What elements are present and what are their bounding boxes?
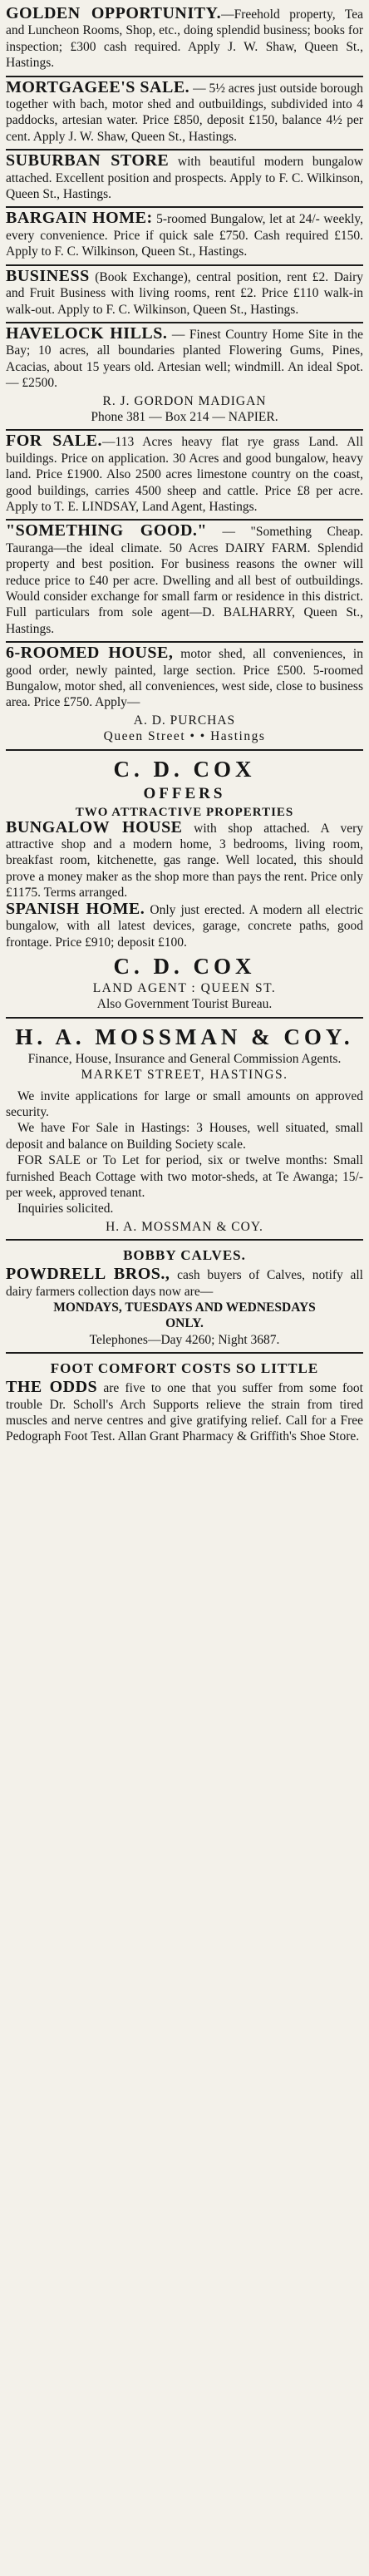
- ad-signature: H. A. MOSSMAN & COY.: [106, 1219, 263, 1234]
- ad-bureau-line: Also Government Tourist Bureau.: [96, 997, 273, 1012]
- ad-lead: THE ODDS: [6, 1378, 98, 1397]
- ad-lead: "SOMETHING GOOD.": [6, 521, 208, 540]
- ad-text: (Book Exchange), central position, rent £2. Dairy and Fruit Business with living rooms, rent £2. Price £110 walk-in walk-out. Apply to F. C. Wilkinson, Queen St., Hastings.: [6, 269, 363, 317]
- ad-lead: BUSINESS: [6, 266, 90, 285]
- ad-title: BOBBY CALVES.: [123, 1247, 246, 1264]
- ad-lead: HAVELOCK HILLS.: [6, 323, 168, 343]
- ad-bobby-calves: [6, 1241, 363, 1352]
- ad-title: FOOT COMFORT COSTS SO LITTLE: [50, 1360, 319, 1377]
- ad-subheading: TWO ATTRACTIVE PROPERTIES: [75, 805, 294, 819]
- ad-lead: FOR SALE.: [6, 432, 103, 451]
- ad-text: with beautiful modern bungalow attached. Excellent position and prospects. Apply to F. C. Wilkinson, Queen St., Hastings.: [6, 155, 363, 202]
- ad-body: [6, 433, 363, 515]
- ad-signature: A. D. PURCHAS: [133, 713, 236, 728]
- ad-body: [6, 153, 363, 202]
- ad-something-good: [6, 521, 363, 641]
- ad-lead: MORTGAGEE'S SALE.: [6, 77, 190, 96]
- ad-body-2: [6, 901, 363, 950]
- ad-suburban-store: [6, 151, 363, 206]
- advertiser-name-footer: C. D. COX: [113, 953, 256, 979]
- ad-paragraph: We have For Sale in Hastings: 3 Houses, well situated, small deposit and balance on Building Society scale.: [6, 1121, 363, 1152]
- ad-days: MONDAYS, TUESDAYS AND WEDNESDAYS ONLY.: [53, 1300, 316, 1331]
- ad-text: —Freehold property, Tea and Luncheon Rooms, Shop, etc., doing splendid business; books for inspection; £300 cash required. Apply J. W. Shaw, Queen St., Hastings.: [6, 7, 363, 71]
- ad-foot-comfort: [6, 1354, 363, 1449]
- ad-lead: POWDRELL BROS.,: [6, 1265, 170, 1284]
- ad-body: [6, 77, 363, 146]
- ad-body: [6, 323, 364, 392]
- ad-bargain-home: [6, 208, 363, 264]
- ad-lead: GOLDEN OPPORTUNITY.: [6, 4, 222, 22]
- ad-text: 5-roomed Bungalow, let at 24/- weekly, every convenience. Price if quick sale £750. Cash required £150. Apply to F. C. Wilkinson, Queen St., Hastings.: [6, 212, 363, 259]
- ad-text: with shop attached. A very attractive shop and a modern home, 3 bedrooms, living room, breakfast room, kitchenette, gas range. Well located, this should prove a money maker as the shop more than pays the rent. Price only £1175. Terms arranged.: [6, 821, 363, 901]
- ad-text: — Finest Country Home Site in the Bay; 10 acres, all boundaries planted Flowering Gums, Pines, Acacias, about 15 years old. Artesian well; windmill. An ideal Spot. — £2500.: [6, 327, 364, 391]
- ad-six-roomed-house: [6, 643, 363, 748]
- ad-lead: SUBURBAN STORE: [6, 151, 170, 170]
- ad-body: [6, 210, 363, 259]
- ad-havelock-hills: [6, 323, 363, 429]
- ad-for-sale: [6, 431, 363, 519]
- ad-text: — 5½ acres just outside borough together with bach, motor shed and outbuildings, subdivided into 4 paddocks, artesian water. Price £850, deposit £150, balance 4½ per cent. Apply J. W. Shaw, Queen St., Hastings.: [6, 81, 363, 144]
- ad-body: [6, 817, 363, 901]
- ad-lead: BUNGALOW HOUSE: [6, 817, 183, 836]
- ad-mossman: [6, 1019, 363, 1239]
- ad-body: [6, 523, 363, 637]
- ad-text-2: Only just erected. A modern all electric bungalow, with all latest devices, garage, concrete paths, good frontage. Price £910; deposit £100.: [6, 902, 363, 950]
- ad-business: [6, 266, 363, 322]
- advertiser-name: H. A. MOSSMAN & COY.: [15, 1024, 354, 1049]
- ad-description: Finance, House, Insurance and General Commission Agents.: [27, 1051, 342, 1066]
- ad-lead: BARGAIN HOME:: [6, 209, 153, 228]
- ad-text: — "Something Cheap. Tauranga—the ideal climate. 50 Acres DAIRY FARM. Splendid property and best position. For business reasons the owner will reduce price to £40 per acre. Dwelling and all best of outbuildings. Would consider exchange for small farm or residence in this district. Full particulars from sole agent—D. BALHARRY, Queen St., Hastings.: [6, 525, 363, 636]
- ad-signature: R. J. GORDON MADIGAN: [102, 393, 267, 408]
- ad-paragraph: FOR SALE or To Let for period, six or twelve months: Small furnished Beach Cottage with two motor-sheds, at Te Awanga; 15/- per week, approved tenant.: [6, 1153, 363, 1200]
- ad-body: [6, 6, 363, 72]
- ad-street: MARKET STREET, HASTINGS.: [81, 1068, 288, 1083]
- ad-body: [6, 266, 363, 318]
- ad-body: [6, 645, 363, 711]
- ad-offers-heading: OFFERS: [143, 784, 226, 802]
- ad-contact: Queen Street • • Hastings: [103, 729, 266, 744]
- ad-paragraph: We invite applications for large or small amounts on approved security.: [6, 1088, 363, 1119]
- ad-text: cash buyers of Calves, notify all dairy farmers collection days now are—: [6, 1268, 363, 1299]
- ad-paragraph: Inquiries solicited.: [17, 1202, 114, 1216]
- ad-phones: Telephones—Day 4260; Night 3687.: [89, 1332, 280, 1347]
- ad-body: [6, 1266, 363, 1300]
- ad-body: [6, 1379, 363, 1445]
- ad-cd-cox: [6, 751, 363, 1017]
- ad-text: are five to one that you suffer from some foot trouble Dr. Scholl's Arch Supports relieve the strain from tired muscles and nerve centres and give gratifying relief. Call for a Free Pedograph Foot Test. Allan Grant Pharmacy & Griffith's Shoe Store.: [6, 1381, 363, 1444]
- ad-contact: Phone 381 — Box 214 — NAPIER.: [91, 409, 278, 424]
- ad-agent-line: LAND AGENT : QUEEN ST.: [92, 980, 277, 995]
- ad-lead: 6-ROOMED HOUSE,: [6, 644, 174, 663]
- advertiser-name: C. D. COX: [113, 756, 256, 782]
- ad-text: motor shed, all conveniences, in good order, newly painted, large section. Price £500. 5-roomed Bungalow, motor shed, all conveniences, west side, close to business area. Price £750. Apply—: [6, 647, 363, 710]
- ad-golden-opportunity: [6, 3, 363, 76]
- ad-lead-2: SPANISH HOME.: [6, 899, 145, 918]
- ad-text: —113 Acres heavy flat rye grass Land. All buildings. Price on application. 30 Acres and good bungalow, heavy land. Price £1900. Also 2500 acres limestone country on the coast, good buildings, carries 4500 sheep and cattle. Price £8 per acre. Apply to T. E. LINDSAY, Land Agent, Hastings.: [6, 435, 364, 514]
- ad-mortgagees-sale: [6, 77, 363, 150]
